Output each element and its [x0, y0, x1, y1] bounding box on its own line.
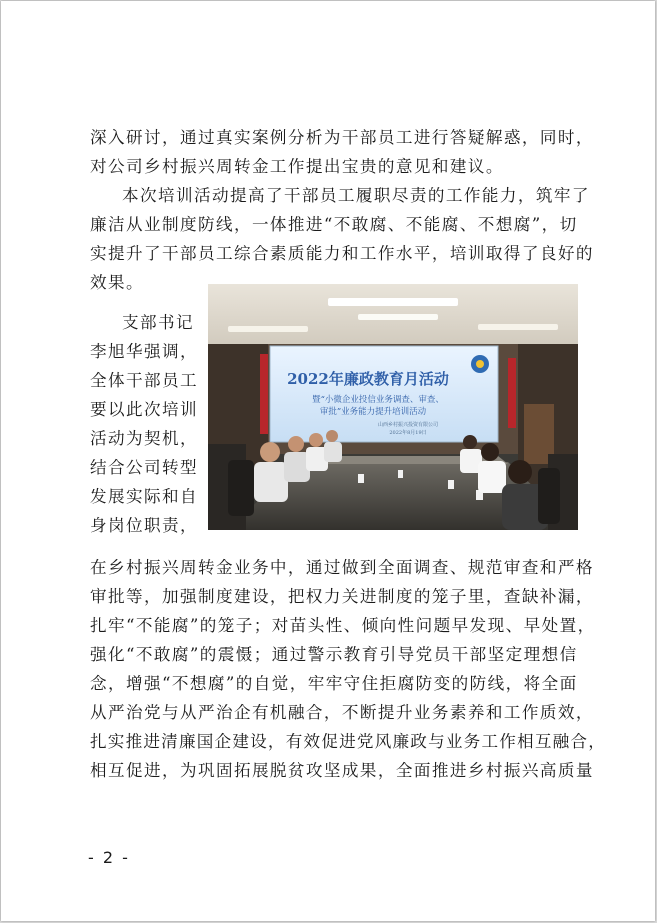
- document-page: [1, 1, 655, 921]
- text-line: 扎实推进清廉国企建设，有效促进党风廉政与业务工作相互融合，: [90, 732, 607, 751]
- text-line: 对公司乡村振兴周转金工作提出宝贵的意见和建议。: [90, 157, 504, 176]
- text-line: 深入研讨，通过真实案例分析为干部员工进行答疑解惑，同时，: [90, 128, 594, 147]
- page-number: - 2 -: [88, 848, 130, 867]
- text-line: 扎牢“不能腐”的笼子；对苗头性、倾向性问题早发现、早处置，: [90, 616, 596, 635]
- banner-date: 2022年8月19日: [389, 430, 427, 436]
- text-line: 从严治党与从严治企有机融合，不断提升业务素养和工作质效，: [90, 703, 594, 722]
- text-line: 念，增强“不想腐”的自觉，牢牢守住拒腐防变的防线，将全面: [90, 674, 578, 693]
- text-line: 支部书记: [122, 313, 194, 332]
- banner-title: 2022年廉政教育月活动: [287, 370, 449, 388]
- text-line: 李旭华强调，: [90, 342, 198, 361]
- banner-org: 山西乡村振兴投资有限公司: [377, 422, 439, 428]
- text-line: 强化“不敢腐”的震慑；通过警示教育引导党员干部坚定理想信: [90, 645, 578, 664]
- meeting-photo-illustration: [208, 284, 578, 530]
- banner-subtitle-2: 审批”业务能力提升培训活动: [319, 407, 427, 417]
- text-line: 效果。: [90, 273, 144, 292]
- text-line: 要以此次培训: [90, 400, 198, 419]
- page-corner: [531, 1, 655, 19]
- text-line: 相互促进，为巩固拓展脱贫攻坚成果，全面推进乡村振兴高质量: [90, 761, 594, 780]
- text-line: 全体干部员工: [90, 371, 198, 390]
- text-line: 活动为契机，: [90, 429, 198, 448]
- text-line: 审批等，加强制度建设，把权力关进制度的笼子里，查缺补漏，: [90, 587, 594, 606]
- text-line: 本次培训活动提高了干部员工履职尽责的工作能力，筑牢了: [122, 186, 590, 205]
- text-line: 发展实际和自: [90, 487, 198, 506]
- meeting-photo: [208, 284, 578, 530]
- text-line: 结合公司转型: [90, 458, 198, 477]
- text-line: 在乡村振兴周转金业务中，通过做到全面调查、规范审查和严格: [90, 558, 594, 577]
- text-line: 实提升了干部员工综合素质能力和工作水平，培训取得了良好的: [90, 244, 594, 263]
- text-line: 廉洁从业制度防线，一体推进“不敢腐、不能腐、不想腐”，切: [90, 215, 578, 234]
- banner-subtitle-1: 暨“小微企业投信业务调查、审查、: [312, 395, 444, 405]
- text-line: 身岗位职责，: [90, 516, 198, 535]
